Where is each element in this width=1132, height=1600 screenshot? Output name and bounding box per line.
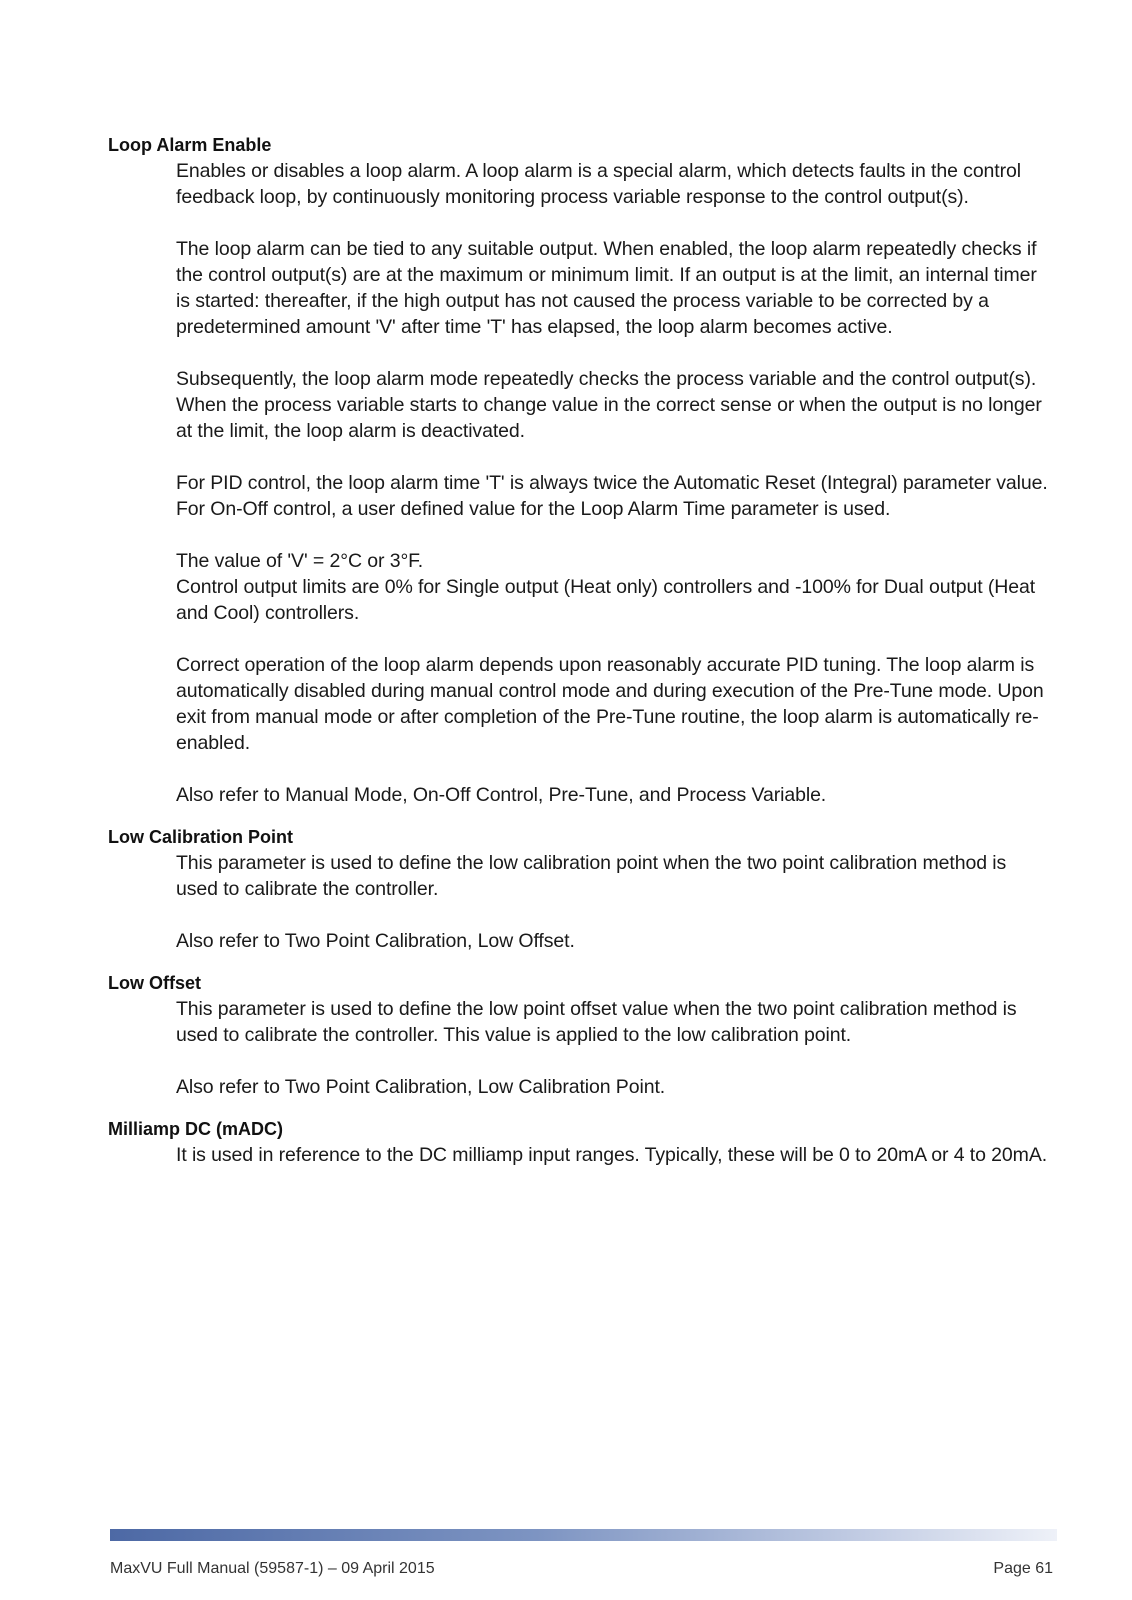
document-body [108,134,1048,1186]
term-heading: Low Offset [108,973,201,993]
definition [176,158,1048,808]
paragraph: For PID control, the loop alarm time 'T' is always twice the Automatic Reset (Integral) parameter value. For On-Off control, a user defined value for the Loop Alarm Time parameter is used. [176,472,1048,520]
section-loop-alarm-enable [108,134,1048,808]
paragraph: Also refer to Two Point Calibration, Low Offset. [176,930,575,952]
paragraph: It is used in reference to the DC milliamp input ranges. Typically, these will be 0 to 20mA or 4 to 20mA. [176,1144,1048,1166]
paragraph: This parameter is used to define the low point offset value when the two point calibration method is used to calibrate the controller. This value is applied to the low calibration point. [176,998,1017,1046]
footer-gradient-bar [110,1529,1057,1541]
section-milliamp-dc [108,1118,1048,1168]
section-low-calibration-point [108,826,1048,954]
paragraph: Also refer to Two Point Calibration, Low Calibration Point. [176,1076,666,1098]
term-heading: Low Calibration Point [108,827,293,847]
paragraph: Correct operation of the loop alarm depends upon reasonably accurate PID tuning. The loop alarm is automatically disabled during manual control mode and during execution of the Pre-Tune mode. Upon exit from manual mode or after completion of the Pre-Tune routine, the loop alarm is automatically re-enabled. [176,654,1044,754]
page-number: Page 61 [993,1560,1053,1577]
paragraph: This parameter is used to define the low calibration point when the two point calibration method is used to calibrate the controller. [176,852,1007,900]
paragraph: Subsequently, the loop alarm mode repeatedly checks the process variable and the control output(s). When the process variable starts to change value in the correct sense or when the output is no longer at the limit, the loop alarm is deactivated. [176,368,1042,442]
paragraph: The loop alarm can be tied to any suitable output. When enabled, the loop alarm repeatedly checks if the control output(s) are at the maximum or minimum limit. If an output is at the limit, an internal timer is started: thereafter, if the high output has not caused the process variable to be corrected by a predetermined amount 'V' after time 'T' has elapsed, the loop alarm becomes active. [176,238,1037,338]
definition [176,850,1048,954]
paragraph: Also refer to Manual Mode, On-Off Control, Pre-Tune, and Process Variable. [176,784,827,806]
term-heading: Loop Alarm Enable [108,135,272,155]
paragraph: Enables or disables a loop alarm. A loop alarm is a special alarm, which detects faults in the control feedback loop, by continuously monitoring process variable response to the control output(s). [176,160,1021,208]
page-footer [110,1560,1057,1584]
definition [176,996,1048,1100]
footer-document-title: MaxVU Full Manual (59587-1) – 09 April 2015 [110,1560,435,1577]
section-low-offset [108,972,1048,1100]
term-heading: Milliamp DC (mADC) [108,1119,283,1139]
paragraph: The value of 'V' = 2°C or 3°F. Control output limits are 0% for Single output (Heat only) controllers and -100% for Dual output (Heat and Cool) controllers. [176,550,1036,624]
definition [176,1142,1048,1168]
